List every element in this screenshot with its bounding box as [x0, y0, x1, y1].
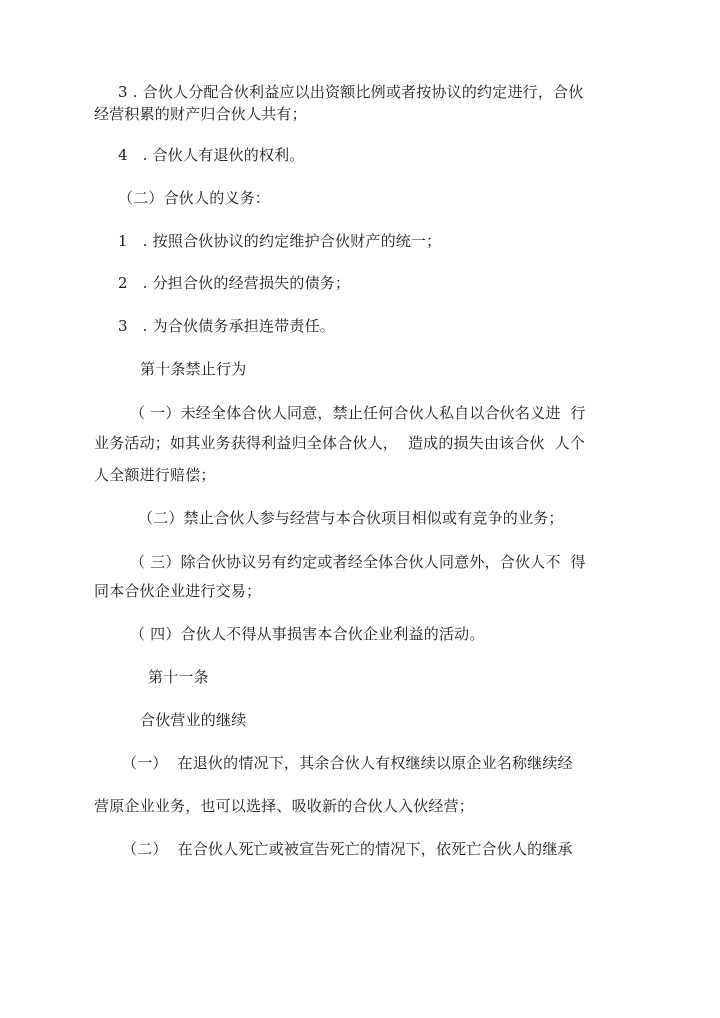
section-heading: 第十条禁止行为: [140, 360, 247, 378]
text-line: （二）禁止合伙人参与经营与本合伙项目相似或有竞争的业务；: [138, 509, 564, 527]
text-line: 1 . 按照合伙协议的约定维护合伙财产的统一；: [118, 232, 442, 250]
text-line: 2 . 分担合伙的经营损失的债务；: [118, 274, 351, 292]
text-line: 3 . 合伙人分配合伙利益应以出资额比例或者按协议的约定进行，合伙: [118, 83, 584, 101]
text-line: 人全额进行赔偿；: [94, 466, 216, 484]
section-subheading: 合伙营业的继续: [140, 711, 247, 729]
text-line: 经营积累的财产归合伙人共有；: [94, 105, 307, 123]
text-line: 3 . 为合伙债务承担连带责任。: [118, 317, 335, 335]
section-heading: 第十一条: [148, 668, 209, 686]
text-line: （ 一）未经全体合伙人同意，禁止任何合伙人私自以合伙名义进 行: [130, 404, 586, 422]
text-line: （一） 在退伙的情况下，其余合伙人有权继续以原企业名称继续经: [122, 754, 573, 772]
text-line: 营原企业业务，也可以选择、吸收新的合伙人入伙经营；: [94, 797, 475, 815]
text-line: （二） 在合伙人死亡或被宣告死亡的情况下，依死亡合伙人的继承: [122, 840, 573, 858]
text-line: （ 三）除合伙协议另有约定或者经全体合伙人同意外，合伙人不 得: [130, 553, 586, 571]
text-line: 业务活动；如其业务获得利益归全体合伙人， 造成的损失由该合伙 人个: [94, 434, 586, 452]
text-line: 4 . 合伙人有退伙的权利。: [118, 146, 305, 164]
text-line: （二）合伙人的义务：: [118, 189, 271, 207]
text-line: （ 四）合伙人不得从事损害本合伙企业利益的活动。: [130, 625, 485, 643]
text-line: 同本合伙企业进行交易；: [94, 582, 262, 600]
